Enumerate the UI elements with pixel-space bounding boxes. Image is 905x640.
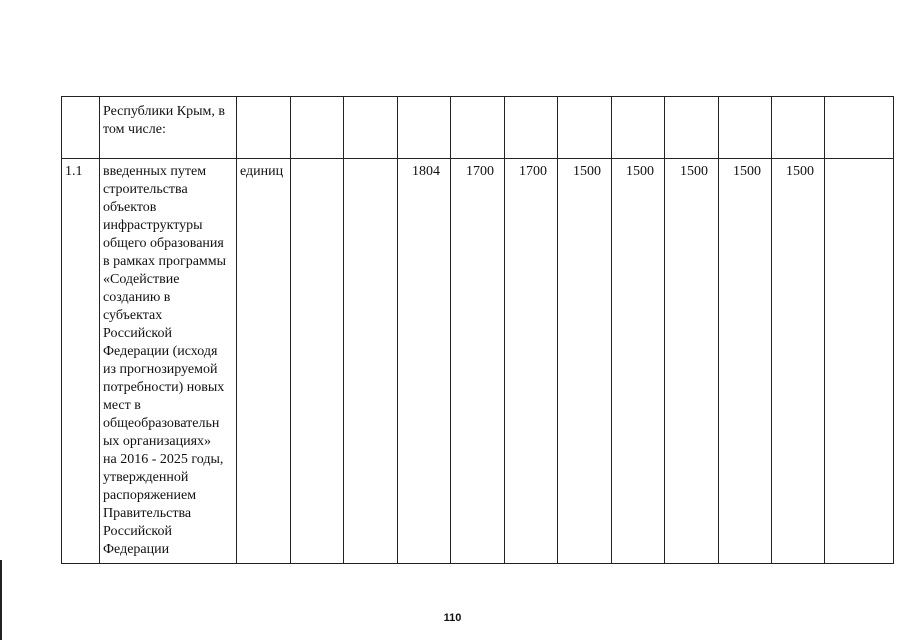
value-cell bbox=[558, 97, 612, 159]
page-number: 110 bbox=[443, 612, 462, 624]
indicator-table bbox=[61, 96, 894, 564]
unit-cell: единиц bbox=[237, 159, 291, 564]
value-cell bbox=[612, 97, 665, 159]
value-cell bbox=[344, 97, 398, 159]
unit-cell bbox=[237, 97, 291, 159]
value-cell bbox=[825, 159, 894, 564]
value-cell: 1700 bbox=[451, 159, 505, 564]
table-row bbox=[62, 159, 894, 564]
value-cell: 1804 bbox=[398, 159, 451, 564]
value-cell bbox=[772, 97, 825, 159]
value-cell bbox=[505, 97, 558, 159]
value-cell bbox=[291, 97, 344, 159]
value-cell bbox=[451, 97, 505, 159]
value-cell: 1500 bbox=[719, 159, 772, 564]
row-number-cell: 1.1 bbox=[62, 159, 100, 564]
value-cell bbox=[719, 97, 772, 159]
scan-edge-mark bbox=[0, 560, 2, 640]
value-cell: 1500 bbox=[665, 159, 719, 564]
value-cell: 1500 bbox=[612, 159, 665, 564]
table-row bbox=[62, 97, 894, 159]
value-cell bbox=[665, 97, 719, 159]
value-cell bbox=[825, 97, 894, 159]
indicator-name-cell: введенных путем строительства объектов инфраструктуры общего образования в рамках программы «Содействие созданию в субъектах Российской Федерации (исходя из прогнозируемой потребности) новых мест в общеобразовательн ых организациях» на 2016 - 2025 годы, утвержденной распоряжением Правительства Российской Федерации bbox=[100, 159, 237, 564]
value-cell: 1500 bbox=[772, 159, 825, 564]
value-cell bbox=[291, 159, 344, 564]
value-cell: 1700 bbox=[505, 159, 558, 564]
indicator-name-cell: Республики Крым, в том числе: bbox=[100, 97, 237, 159]
value-cell bbox=[398, 97, 451, 159]
value-cell bbox=[344, 159, 398, 564]
value-cell: 1500 bbox=[558, 159, 612, 564]
row-number-cell bbox=[62, 97, 100, 159]
